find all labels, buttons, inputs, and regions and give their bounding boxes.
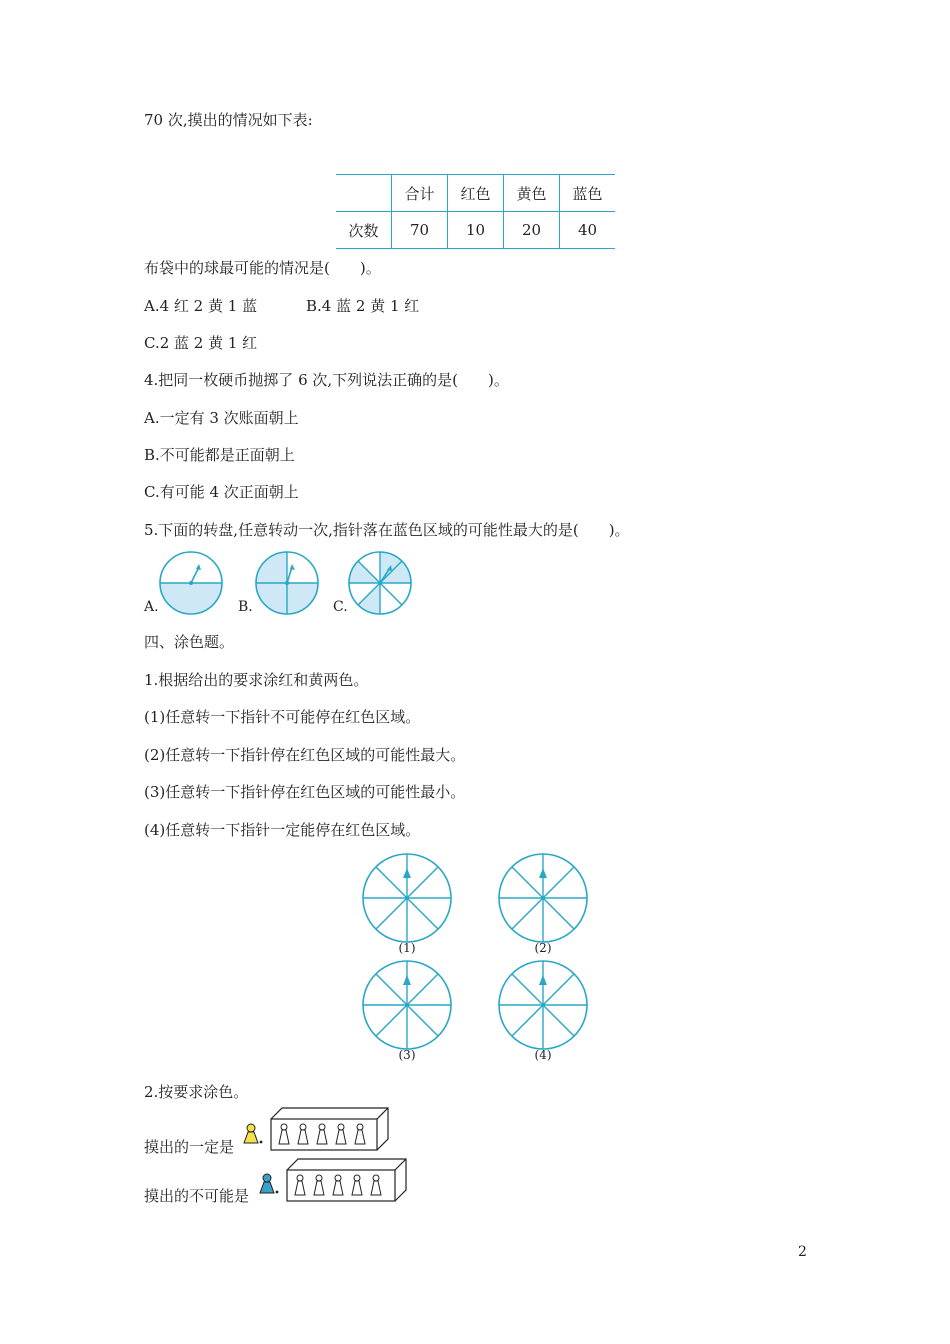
spinner-3 xyxy=(360,958,454,1052)
q42-row-label: 摸出的一定是 xyxy=(144,1138,235,1156)
spinner-caption: (4) xyxy=(534,1048,552,1062)
q4-option: C.有可能 4 次正面朝上 xyxy=(144,483,299,501)
table-header-cell: 蓝色 xyxy=(560,175,616,212)
spinner-4 xyxy=(496,958,590,1052)
q3-option-c: C.2 蓝 2 黄 1 红 xyxy=(144,334,258,352)
q41-item: (3)任意转一下指针停在红色区域的可能性最小。 xyxy=(144,783,466,801)
q3-stem: 布袋中的球最可能的情况是( )。 xyxy=(144,259,381,277)
q5-spinner-c xyxy=(347,550,413,616)
table-row xyxy=(336,212,615,249)
table-cell: 70 xyxy=(392,212,448,249)
q4-option: B.不可能都是正面朝上 xyxy=(144,446,295,464)
table-cell: 10 xyxy=(448,212,504,249)
spinner-2 xyxy=(496,851,590,945)
q5-label-a: A. xyxy=(144,599,159,615)
q5-stem: 5.下面的转盘,任意转动一次,指针落在蓝色区域的可能性最大的是( )。 xyxy=(144,521,630,539)
table-header-cell xyxy=(336,175,392,212)
spinner-caption: (2) xyxy=(534,941,552,955)
yellow-pawn-icon xyxy=(242,1122,264,1148)
q5-label-c: C. xyxy=(333,599,348,615)
q41-item: (1)任意转一下指针不可能停在红色区域。 xyxy=(144,708,421,726)
q5-spinner-a xyxy=(158,550,224,616)
pawn-box-1 xyxy=(270,1106,390,1152)
q5-spinner-b xyxy=(254,550,320,616)
table-header-cell: 合计 xyxy=(392,175,448,212)
q41-item: (2)任意转一下指针停在红色区域的可能性最大。 xyxy=(144,746,466,764)
spinner-caption: (1) xyxy=(398,941,416,955)
intro-line: 70 次,摸出的情况如下表: xyxy=(144,111,313,129)
q41-stem: 1.根据给出的要求涂红和黄两色。 xyxy=(144,671,369,689)
spinner-caption: (3) xyxy=(398,1048,416,1062)
result-table xyxy=(336,174,615,249)
table-cell: 次数 xyxy=(336,212,392,249)
q4-option: A.一定有 3 次账面朝上 xyxy=(144,409,299,427)
table-header-cell: 红色 xyxy=(448,175,504,212)
table-header-cell: 黄色 xyxy=(504,175,560,212)
page-number: 2 xyxy=(798,1244,807,1260)
section-title: 四、涂色题。 xyxy=(144,633,235,651)
table-header-row xyxy=(336,175,615,212)
table-cell: 40 xyxy=(560,212,616,249)
pawn-box-2 xyxy=(286,1157,408,1203)
table-cell: 20 xyxy=(504,212,560,249)
q42-stem: 2.按要求涂色。 xyxy=(144,1083,249,1101)
blue-pawn-icon xyxy=(258,1172,280,1198)
q5-label-b: B. xyxy=(238,599,253,615)
q42-row-label: 摸出的不可能是 xyxy=(144,1187,250,1205)
q41-item: (4)任意转一下指针一定能停在红色区域。 xyxy=(144,821,421,839)
q4-stem: 4.把同一枚硬币抛掷了 6 次,下列说法正确的是( )。 xyxy=(144,371,509,389)
spinner-1 xyxy=(360,851,454,945)
q3-option-a: A.4 红 2 黄 1 蓝 xyxy=(144,297,258,315)
q3-option-b: B.4 蓝 2 黄 1 红 xyxy=(306,297,420,315)
